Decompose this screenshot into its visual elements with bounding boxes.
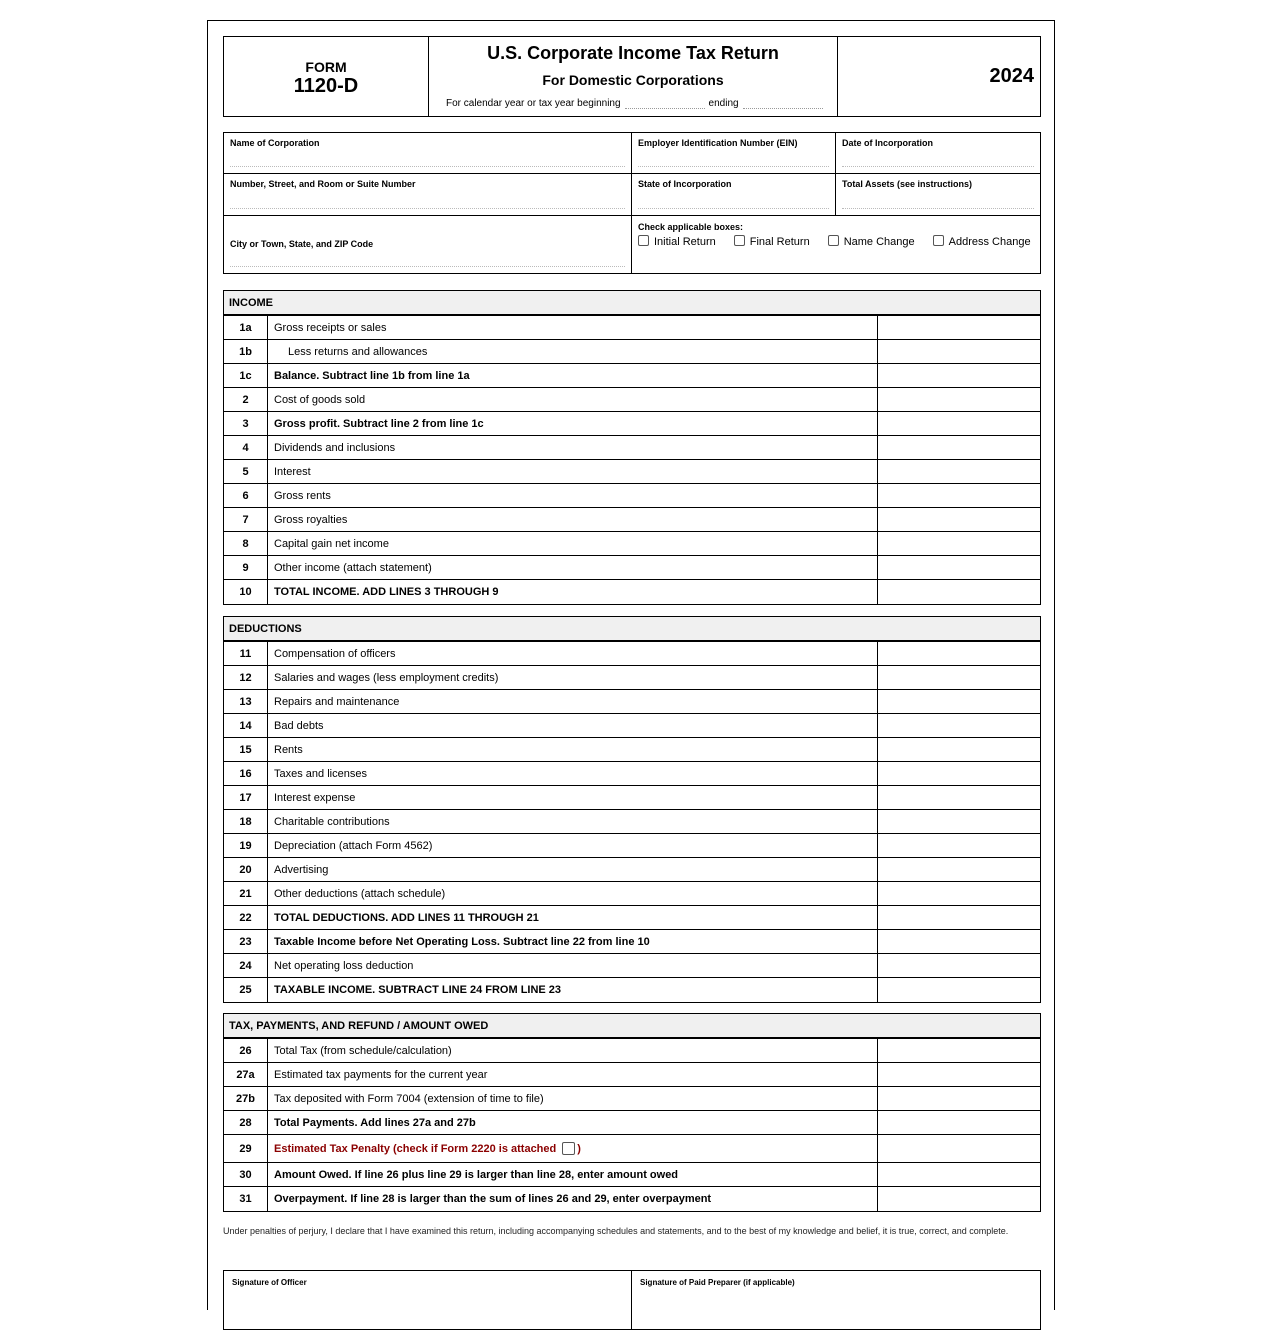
line-1c-row — [224, 364, 1040, 388]
line-label: Taxes and licenses — [274, 767, 367, 780]
line-label: Charitable contributions — [274, 815, 390, 828]
line-1a-row — [224, 316, 1040, 340]
corporation-name-field[interactable] — [224, 133, 631, 173]
line-label: TAXABLE INCOME. SUBTRACT LINE 24 FROM LINE 23 — [274, 984, 562, 996]
line-number: 25 — [224, 978, 268, 1002]
line-number: 1c — [224, 364, 268, 387]
corporation-info — [223, 132, 1041, 274]
address-change-option[interactable] — [933, 235, 1031, 249]
perjury-declaration: Under penalties of perjury, I declare that I have examined this return, including accompanying schedules and statements, and to the best of my knowledge and belief, it is true, correct, and complete. — [223, 1226, 1009, 1236]
line-label: Gross royalties — [274, 513, 348, 526]
line-label: Gross rents — [274, 489, 331, 502]
line-number: 22 — [224, 906, 268, 929]
form-2220-checkbox[interactable] — [562, 1142, 575, 1155]
line-7-row — [224, 508, 1040, 532]
final-return-option[interactable] — [734, 235, 810, 249]
line-description — [268, 1135, 878, 1162]
line-label: Total Payments. Add lines 27a and 27b — [274, 1116, 476, 1129]
city-state-zip-field[interactable] — [224, 216, 631, 273]
tax-form-page — [207, 20, 1055, 1310]
line-description — [268, 364, 878, 387]
officer-signature-field[interactable] — [224, 1271, 632, 1329]
state-of-incorporation-label: State of Incorporation — [638, 179, 732, 189]
amount-field[interactable] — [878, 714, 1040, 737]
amount-field[interactable] — [878, 834, 1040, 857]
line-description — [268, 858, 878, 881]
line-label: Dividends and inclusions — [274, 441, 396, 454]
line-label: Other income (attach statement) — [274, 561, 432, 574]
ein-field[interactable] — [632, 133, 835, 173]
line-description — [268, 316, 878, 339]
line-description — [268, 978, 878, 1002]
line-14-row — [224, 714, 1040, 738]
form-label: FORM — [305, 59, 347, 75]
line-label: Interest — [274, 465, 311, 478]
line-label: Balance. Subtract line 1b from line 1a — [274, 369, 470, 382]
officer-signature-label: Signature of Officer — [232, 1278, 307, 1287]
line-26-row — [224, 1039, 1040, 1063]
line-number: 30 — [224, 1163, 268, 1186]
line-number: 29 — [224, 1135, 268, 1162]
line-description — [268, 642, 878, 665]
line-label: Estimated tax payments for the current year — [274, 1068, 488, 1081]
line-number: 17 — [224, 786, 268, 809]
form-subtitle: For Domestic Corporations — [542, 72, 724, 88]
total-assets-field[interactable] — [836, 174, 1040, 215]
amount-field[interactable] — [878, 556, 1040, 579]
amount-field[interactable] — [878, 532, 1040, 555]
line-description — [268, 556, 878, 579]
line-description — [268, 388, 878, 411]
ein-label: Employer Identification Number (EIN) — [638, 138, 798, 148]
amount-field[interactable] — [878, 460, 1040, 483]
address-change-label: Address Change — [948, 236, 1031, 248]
line-number: 1a — [224, 316, 268, 339]
form-header — [223, 36, 1041, 117]
tax-year-begin-field[interactable] — [625, 97, 705, 109]
line-9-row — [224, 556, 1040, 580]
city-state-zip-label: City or Town, State, and ZIP Code — [230, 239, 374, 249]
amount-field[interactable] — [878, 1187, 1040, 1211]
line-number: 28 — [224, 1111, 268, 1134]
line-number: 31 — [224, 1187, 268, 1211]
line-description — [268, 1163, 878, 1186]
line-label: TOTAL DEDUCTIONS. ADD LINES 11 THROUGH 21 — [274, 911, 539, 924]
line-number: 16 — [224, 762, 268, 785]
final-return-checkbox[interactable] — [734, 235, 745, 246]
line-description — [268, 1087, 878, 1110]
amount-field[interactable] — [878, 882, 1040, 905]
line-8-row — [224, 532, 1040, 556]
amount-field[interactable] — [878, 810, 1040, 833]
line-description — [268, 882, 878, 905]
date-of-incorporation-label: Date of Incorporation — [842, 138, 934, 148]
line-description — [268, 532, 878, 555]
tax-payments-section-title: TAX, PAYMENTS, AND REFUND / AMOUNT OWED — [224, 1014, 1040, 1039]
form-title: U.S. Corporate Income Tax Return — [487, 43, 779, 63]
line-description — [268, 460, 878, 483]
line-27b-row — [224, 1087, 1040, 1111]
line-description — [268, 738, 878, 761]
initial-return-label: Initial Return — [654, 236, 716, 248]
line-30-row — [224, 1163, 1040, 1187]
line-description — [268, 930, 878, 953]
line-20-row — [224, 858, 1040, 882]
line-22-row — [224, 906, 1040, 930]
line-23-row — [224, 930, 1040, 954]
line-29-row — [224, 1135, 1040, 1163]
line-label: Salaries and wages (less employment credits) — [274, 671, 499, 684]
amount-field[interactable] — [878, 316, 1040, 339]
amount-field[interactable] — [878, 1063, 1040, 1086]
line-number: 9 — [224, 556, 268, 579]
line-label: Taxable Income before Net Operating Loss. Subtract line 22 from line 10 — [274, 935, 650, 948]
line-number: 27a — [224, 1063, 268, 1086]
line-number: 14 — [224, 714, 268, 737]
line-11-row — [224, 642, 1040, 666]
line-label: Other deductions (attach schedule) — [274, 887, 446, 900]
line-description — [268, 508, 878, 531]
line-number: 20 — [224, 858, 268, 881]
deductions-section — [223, 616, 1041, 1003]
street-address-field[interactable] — [224, 174, 631, 215]
line-number: 5 — [224, 460, 268, 483]
line-28-row — [224, 1111, 1040, 1135]
line-label: Amount Owed. If line 26 plus line 29 is larger than line 28, enter amount owed — [274, 1168, 679, 1181]
line-18-row — [224, 810, 1040, 834]
amount-field[interactable] — [878, 762, 1040, 785]
line-description — [268, 484, 878, 507]
preparer-signature-label: Signature of Paid Preparer (if applicable) — [640, 1278, 795, 1287]
amount-field[interactable] — [878, 484, 1040, 507]
tax-year-line — [446, 97, 823, 109]
line-number: 24 — [224, 954, 268, 977]
line-label: Depreciation (attach Form 4562) — [274, 839, 433, 852]
amount-field[interactable] — [878, 738, 1040, 761]
line-description — [268, 1187, 878, 1211]
signature-block — [223, 1270, 1041, 1330]
line-24-row — [224, 954, 1040, 978]
line-label: Less returns and allowances — [288, 345, 428, 358]
amount-field[interactable] — [878, 858, 1040, 881]
line-number: 26 — [224, 1039, 268, 1062]
line-description — [268, 1039, 878, 1062]
line-4-row — [224, 436, 1040, 460]
line-label: Advertising — [274, 863, 329, 876]
line-description — [268, 580, 878, 604]
amount-field[interactable] — [878, 508, 1040, 531]
amount-field[interactable] — [878, 436, 1040, 459]
line-label: Estimated Tax Penalty (check if Form 2220 is attached — [274, 1142, 557, 1155]
amount-field[interactable] — [878, 1087, 1040, 1110]
amount-field[interactable] — [878, 642, 1040, 665]
line-description — [268, 834, 878, 857]
amount-field[interactable] — [878, 954, 1040, 977]
line-label: Rents — [274, 743, 303, 756]
line-number: 23 — [224, 930, 268, 953]
line-number: 8 — [224, 532, 268, 555]
line-31-row — [224, 1187, 1040, 1211]
line-label: Bad debts — [274, 719, 324, 732]
line-1b-row — [224, 340, 1040, 364]
line-number: 7 — [224, 508, 268, 531]
line-number: 18 — [224, 810, 268, 833]
line-label: Net operating loss deduction — [274, 959, 414, 972]
line-17-row — [224, 786, 1040, 810]
line-description — [268, 1111, 878, 1134]
amount-field[interactable] — [878, 978, 1040, 1002]
tax-year-end-label: ending — [708, 98, 739, 109]
amount-field[interactable] — [878, 340, 1040, 363]
line-5-row — [224, 460, 1040, 484]
preparer-signature-field[interactable] — [632, 1271, 1040, 1329]
income-section — [223, 290, 1041, 605]
tax-payments-section — [223, 1013, 1041, 1212]
line-label: Tax deposited with Form 7004 (extension of time to file) — [274, 1092, 544, 1105]
line-25-row — [224, 978, 1040, 1002]
applicable-boxes — [632, 216, 1040, 273]
amount-field[interactable] — [878, 412, 1040, 435]
line-13-row — [224, 690, 1040, 714]
amount-field[interactable] — [878, 1039, 1040, 1062]
line-description — [268, 762, 878, 785]
amount-field[interactable] — [878, 1163, 1040, 1186]
line-10-row — [224, 580, 1040, 604]
line-number: 6 — [224, 484, 268, 507]
total-assets-label: Total Assets (see instructions) — [842, 179, 973, 189]
form-id-box — [224, 37, 429, 116]
line-description — [268, 1063, 878, 1086]
line-description — [268, 786, 878, 809]
line-number: 1b — [224, 340, 268, 363]
line-description — [268, 690, 878, 713]
line-description — [268, 906, 878, 929]
initial-return-option[interactable] — [638, 235, 716, 249]
line-number: 19 — [224, 834, 268, 857]
line-description — [268, 666, 878, 689]
line-number: 15 — [224, 738, 268, 761]
amount-field[interactable] — [878, 1111, 1040, 1134]
state-of-incorporation-field[interactable] — [632, 174, 835, 215]
line-number: 11 — [224, 642, 268, 665]
line-label: Interest expense — [274, 791, 356, 804]
amount-field[interactable] — [878, 786, 1040, 809]
income-section-title: INCOME — [224, 291, 1040, 316]
line-label: Total Tax (from schedule/calculation) — [274, 1044, 452, 1057]
initial-return-checkbox[interactable] — [638, 235, 649, 246]
amount-field[interactable] — [878, 666, 1040, 689]
line-number: 2 — [224, 388, 268, 411]
line-19-row — [224, 834, 1040, 858]
line-label-suffix: ) — [577, 1142, 581, 1155]
line-label: Gross receipts or sales — [274, 321, 387, 334]
line-label: TOTAL INCOME. ADD LINES 3 THROUGH 9 — [274, 586, 499, 598]
line-15-row — [224, 738, 1040, 762]
tax-year-begin-label: For calendar year or tax year beginning — [446, 98, 621, 109]
street-address-label: Number, Street, and Room or Suite Number — [230, 179, 416, 189]
line-number: 13 — [224, 690, 268, 713]
line-number: 3 — [224, 412, 268, 435]
line-27a-row — [224, 1063, 1040, 1087]
address-change-checkbox[interactable] — [933, 235, 944, 246]
form-number: 1120-D — [293, 75, 359, 97]
line-6-row — [224, 484, 1040, 508]
line-label: Repairs and maintenance — [274, 695, 400, 708]
amount-field[interactable] — [878, 388, 1040, 411]
line-12-row — [224, 666, 1040, 690]
applicable-boxes-title: Check applicable boxes: — [638, 222, 744, 232]
line-21-row — [224, 882, 1040, 906]
line-description — [268, 714, 878, 737]
line-label: Gross profit. Subtract line 2 from line 1c — [274, 417, 484, 430]
line-number: 21 — [224, 882, 268, 905]
line-number: 10 — [224, 580, 268, 604]
name-change-label: Name Change — [843, 236, 915, 248]
line-label: Overpayment. If line 28 is larger than the sum of lines 26 and 29, enter overpayment — [274, 1193, 712, 1205]
date-of-incorporation-field[interactable] — [836, 133, 1040, 173]
line-number: 4 — [224, 436, 268, 459]
corporation-name-label: Name of Corporation — [230, 138, 320, 148]
amount-field[interactable] — [878, 364, 1040, 387]
line-description — [268, 412, 878, 435]
amount-field[interactable] — [878, 906, 1040, 929]
final-return-label: Final Return — [749, 236, 810, 248]
line-number: 27b — [224, 1087, 268, 1110]
line-2-row — [224, 388, 1040, 412]
amount-field[interactable] — [878, 580, 1040, 604]
line-label: Capital gain net income — [274, 537, 389, 550]
line-description — [268, 810, 878, 833]
deductions-section-title: DEDUCTIONS — [224, 617, 1040, 642]
amount-field[interactable] — [878, 690, 1040, 713]
form-title-box — [429, 37, 838, 116]
line-label: Cost of goods sold — [274, 393, 366, 406]
name-change-option[interactable] — [828, 235, 915, 249]
amount-field[interactable] — [878, 1135, 1040, 1162]
tax-year: 2024 — [989, 65, 1034, 87]
name-change-checkbox[interactable] — [828, 235, 839, 246]
tax-year-end-field[interactable] — [743, 97, 823, 109]
amount-field[interactable] — [878, 930, 1040, 953]
line-description — [268, 954, 878, 977]
line-3-row — [224, 412, 1040, 436]
line-16-row — [224, 762, 1040, 786]
line-description — [268, 436, 878, 459]
line-label: Compensation of officers — [274, 647, 396, 660]
line-description — [268, 340, 878, 363]
line-number: 12 — [224, 666, 268, 689]
